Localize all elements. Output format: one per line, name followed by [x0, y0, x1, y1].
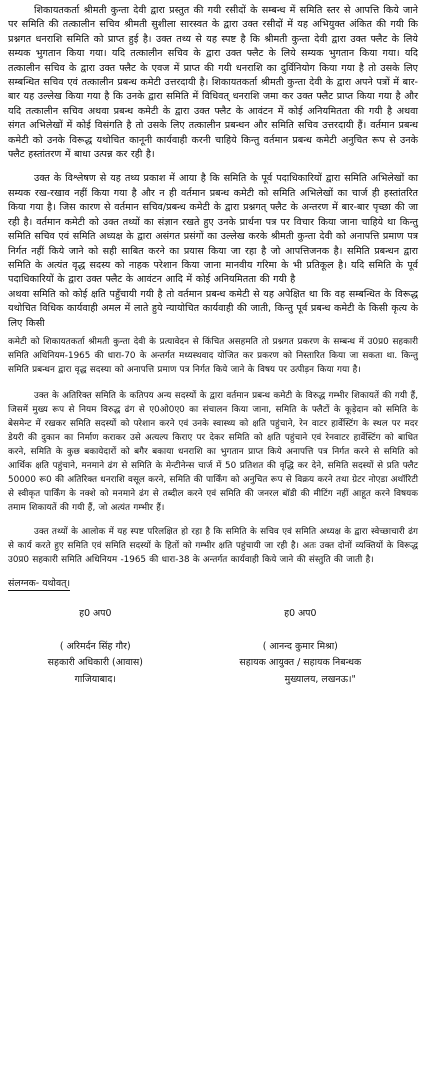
paragraph-other-complaints: उक्त के अतिरिक्त समिति के कतिपय अन्य सदस्यों के द्वारा वर्तमान प्रबन्ध कमेटी के विरुद्ध गम्भीर शिकायतें की गयी हैं, जिसमें मुख्य रूप से नियम विरुद्ध ढंग से ए0ओ0ए0 का संचालन किया जाना, समिति के फ्लैटों के कूड़ेदान को समिति के बेसमेन्ट में रखकर समिति सदस्यों को परेशान करने एवं उनके स्वास्थ्य को क्षति पहुंचाने, रेन वाटर हार्वेस्टिंग के स्थल पर मदर डेयरी की दुकान का निर्माण कराकर उसे अत्यल्प किराए पर देकर समिति को क्षति पहुंचाने एवं रेनवाटर हार्वेस्टिंग को बाधित करने, समिति के कुछ बकायेदारों को बगैर बकाया धनराशि का भुगतान प्राप्त किये अनापत्ति पत्र निर्गत करने से समिति को आर्थिक क्षति पहुंचाने, मनमाने ढंग से समिति के मेन्टीनेन्स चार्ज में 50 प्रतिशत की वृद्धि कर देने, समिति सदस्यों से प्रति फ्लैट 50000 रू0 की अतिरिक्त धनराशि वसूल करने, समिति की पार्किंग को अनुचित रूप से विक्रय करने तथा ग्रेटर नोएडा अथॉरिटी से स्वीकृत पार्किंग के नक्शे को मनमाने ढंग से तब्दील करने एवं समिति की जनरल बॉडी की मीटिंग नहीं आहूत करने विषयक तमाम शिकायतें की गयी हैं, जो अत्यंत गम्भीर हैं। — [8, 390, 418, 513]
left-signatory-place: गाजियाबाद। — [74, 673, 116, 685]
signature-designations-row — [8, 656, 418, 670]
signature-places-row — [8, 673, 418, 687]
left-signatory-name: ( अरिमर्दन सिंह गौर) — [59, 640, 131, 652]
left-signatory-designation: सहकारी अधिकारी (आवास) — [47, 657, 143, 669]
right-signatory-name: ( आनन्द कुमार मिश्रा) — [262, 640, 338, 652]
paragraph-analysis-continued: अथवा समिति को कोई क्षति पहुँचायी गयी है तो वर्तमान प्रबन्ध कमेटी से यह अपेक्षित था कि वह सम्बन्धित के विरूद्ध यथोचित विधिक कार्यवाही अमल में लाते हुये न्यायोचित कार्यवाही की जाती, किन्तु पूर्व प्रबन्ध कमेटी के किसी कृत्य के लिए किसी — [8, 288, 418, 329]
enclosure-note: संलग्नक- यथोवत्। — [8, 577, 71, 589]
paragraph-arbitration: कमेटी को शिकायतकर्ता श्रीमती कुन्ता देवी के प्रत्यावेदन से किंचित असहमति तो प्रश्नगत प्रकरण के सम्बन्ध में उ0प्र0 सहकारी समिति अधिनियम-1965 की धारा-70 के अन्तर्गत मध्यस्थवाद योजित कर प्रकरण को निस्तारित किया जा सकता था. किन्तु समिति प्रबन्धन द्वारा वृद्ध सदस्या को अनापत्ति प्रमाण पत्र निर्गत किये जाने के विषय पर उत्पीड़न किया गया है। — [8, 336, 418, 375]
signature-marks-row — [8, 607, 418, 621]
paragraph-receipts: शिकायतकर्ता श्रीमती कुन्ता देवी द्वारा प्रस्तुत की गयी रसीदों के सम्बन्ध में समिति स्तर से आपत्ति किये जाने पर समिति की तत्कालीन सचिव श्रीमती सुशीला सारस्वत के द्वारा उक्त रसीदों में यह अभियुक्त अंकित की गयी कि प्रश्नगत धनराशि समिति को प्राप्त हुई है। उक्त तथ्य से यह स्पष्ट है कि श्रीमती कुन्ता देवी द्वारा उक्त फ्लैट के लिये सम्यक भुगतान किया गया। यदि तत्कालीन सचिव के द्वारा उक्त फ्लैट के लिये सम्यक भुगतान किया गया। यदि तत्कालीन सचिव के द्वारा उक्त फ्लैट के एवज में प्राप्त की गयी धनराशि का दुर्विनियोग किया गया है तो उसके लिए सम्बन्धित सचिव एवं तत्कालीन प्रबन्ध कमेटी उत्तरदायी है। शिकायतकर्ता श्रीमती कुन्ता देवी के द्वारा अपने पत्रों में बार-बार यह उल्लेख किया गया है कि उनके द्वारा समिति में विधिवत् धनराशि जमा कर उक्त फ्लैट प्राप्त किया गया है और यदि तत्कालीन सचिव अथवा प्रबन्ध कमेटी के द्वारा उक्त फ्लैट के आवंटन में कोई अनियमितता की गयी है अथवा संगत अभिलेखों में कोई विसंगति है तो उसके लिए तत्कालीन प्रबन्धन और समिति सचिव उत्तरदायी हैं। वर्तमान प्रबन्ध कमेटी को उनके विरूद्ध यथोचित कानूनी कार्यवाही करनी चाहिये किन्तु वर्तमान प्रबन्ध कमेटी अनुचित रूप से उनके फ्लैट हस्तांतरण में बाधा उत्पन्न कर रही है। — [8, 5, 418, 161]
right-signature-mark: ह0 अप0 — [284, 608, 317, 620]
paragraph-analysis: उक्त के विश्लेषण से यह तथ्य प्रकाश में आया है कि समिति के पूर्व पदाधिकारियों द्वारा समिति अभिलेखों का सम्यक रख-रखाव नहीं किया गया है और न ही वर्तमान प्रबन्ध कमेटी को समिति अभिलेखों का चार्ज ही हस्तांतरित किया गया है। जिस कारण से वर्तमान सचिव/प्रबन्ध कमेटी के द्वारा प्रश्नगत् फ्लैट के अन्तरण में बार-बार पृच्छा की जा रही है। वर्तमान कमेटी को उक्त तथ्यों का संज्ञान रखते हुए उनके प्रार्थना पत्र पर विचार किया जाना चाहिये था किन्तु समिति सचिव एवं समिति अध्यक्ष के द्वारा असंगत प्रसंगों का उल्लेख करके श्रीमती कुन्ता देवी को अनापत्ति प्रमाण पत्र निर्गत नहीं किये जाने को सही साबित करने का प्रयास किया जा रहा है जो आपत्तिजनक है। समिति प्रबन्धन द्वारा समिति के अत्यंत वृद्ध सदस्य को नाहक परेशान किया जाना मानवीय गरिमा के भी प्रतिकूल है। यदि समिति के पूर्व पदाधिकारियों के द्वारा उक्त फ्लैट के आवंटन आदि में कोई अनियमितता की गयी है — [8, 173, 418, 286]
signature-names-row — [8, 640, 418, 654]
right-signatory-place: मुख्यालय, लखनऊ।" — [284, 673, 356, 685]
paragraph-recommendation: उक्त तथ्यों के आलोक में यह स्पष्ट परिलक्षित हो रहा है कि समिति के सचिव एवं समिति अध्यक्ष के द्वारा स्वेच्छाचारी ढंग से कार्य करते हुए समिति एवं समिति सदस्यों के हितों को गम्भीर क्षति पहुंचायी जा रही है। अतः उक्त दोनों व्यक्तियों के विरूद्ध उ0प्र0 सहकारी समिति अधिनियम -1965 की धारा-38 के अन्तर्गत कार्यवाही किये जाने की संस्तुति की जाती है। — [8, 526, 418, 565]
left-signature-mark: ह0 अप0 — [79, 608, 112, 620]
right-signatory-designation: सहायक आयुक्त / सहायक निबन्धक — [239, 657, 362, 669]
